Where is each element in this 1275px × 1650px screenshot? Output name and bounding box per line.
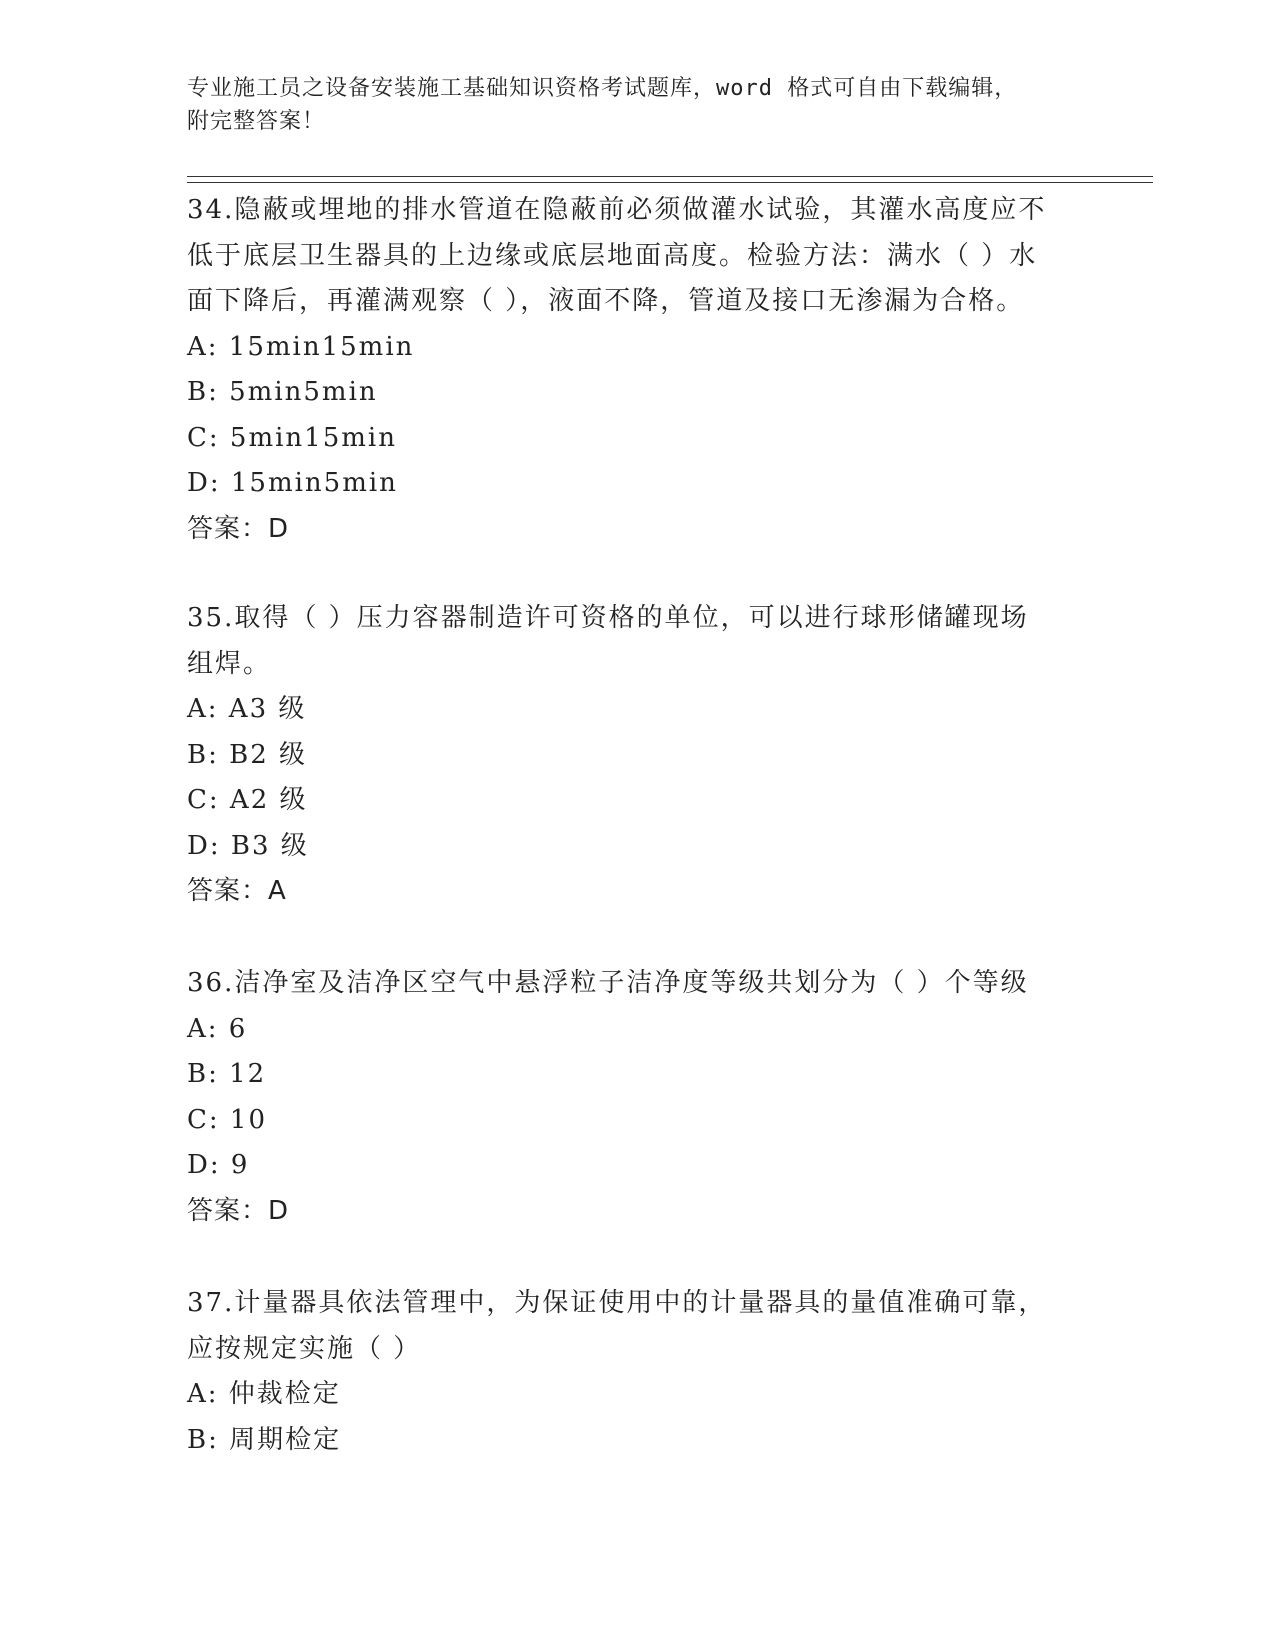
option-c: C: 10 <box>187 1104 268 1135</box>
option-c: C: 5min15min <box>187 422 397 453</box>
answer-line: 答案：D <box>187 513 290 544</box>
option-b: B: 12 <box>187 1059 267 1089</box>
document-header <box>187 72 1067 138</box>
option-d: D: 9 <box>187 1150 250 1180</box>
question-stem-line: 应按规定实施（ ） <box>187 1333 422 1364</box>
option-d: D: B3 级 <box>187 830 309 861</box>
option-b: B: 5min5min <box>187 377 378 407</box>
header-line-2: 附完整答案！ <box>187 109 326 134</box>
question-35 <box>187 596 1087 915</box>
question-36 <box>187 961 1087 1234</box>
option-a: A: 仲裁检定 <box>187 1379 341 1409</box>
question-stem-line: 35.取得（ ）压力容器制造许可资格的单位，可以进行球形储罐现场 <box>187 603 1029 633</box>
question-stem-line: 低于底层卫生器具的上边缘或底层地面高度。检验方法：满水（ ）水 <box>187 240 1038 271</box>
question-stem-line: 34.隐蔽或埋地的排水管道在隐蔽前必须做灌水试验，其灌水高度应不 <box>187 195 1047 225</box>
header-divider-bottom <box>187 182 1153 183</box>
answer-line: 答案：D <box>187 1195 290 1226</box>
option-a: A: 6 <box>187 1013 248 1044</box>
question-stem-line: 面下降后，再灌满观察（ ），液面不降，管道及接口无渗漏为合格。 <box>187 286 1025 316</box>
question-stem-line: 组焊。 <box>187 648 272 679</box>
option-d: D: 15min5min <box>187 468 398 498</box>
option-a: A: 15min15min <box>187 331 415 362</box>
question-34 <box>187 188 1087 552</box>
option-b: B: B2 级 <box>187 739 308 770</box>
question-37 <box>187 1281 1087 1463</box>
option-a: A: A3 级 <box>187 694 307 724</box>
question-stem-line: 36.洁净室及洁净区空气中悬浮粒子洁净度等级共划分为（ ）个等级 <box>187 968 1029 998</box>
question-stem-line: 37.计量器具依法管理中，为保证使用中的计量器具的量值准确可靠， <box>187 1288 1047 1318</box>
option-b: B: 周期检定 <box>187 1424 342 1455</box>
option-c: C: A2 级 <box>187 785 308 815</box>
header-divider-top <box>187 176 1153 177</box>
answer-line: 答案：A <box>187 876 287 906</box>
header-line-1: 专业施工员之设备安装施工基础知识资格考试题库，word 格式可自由下载编辑， <box>187 76 1018 101</box>
